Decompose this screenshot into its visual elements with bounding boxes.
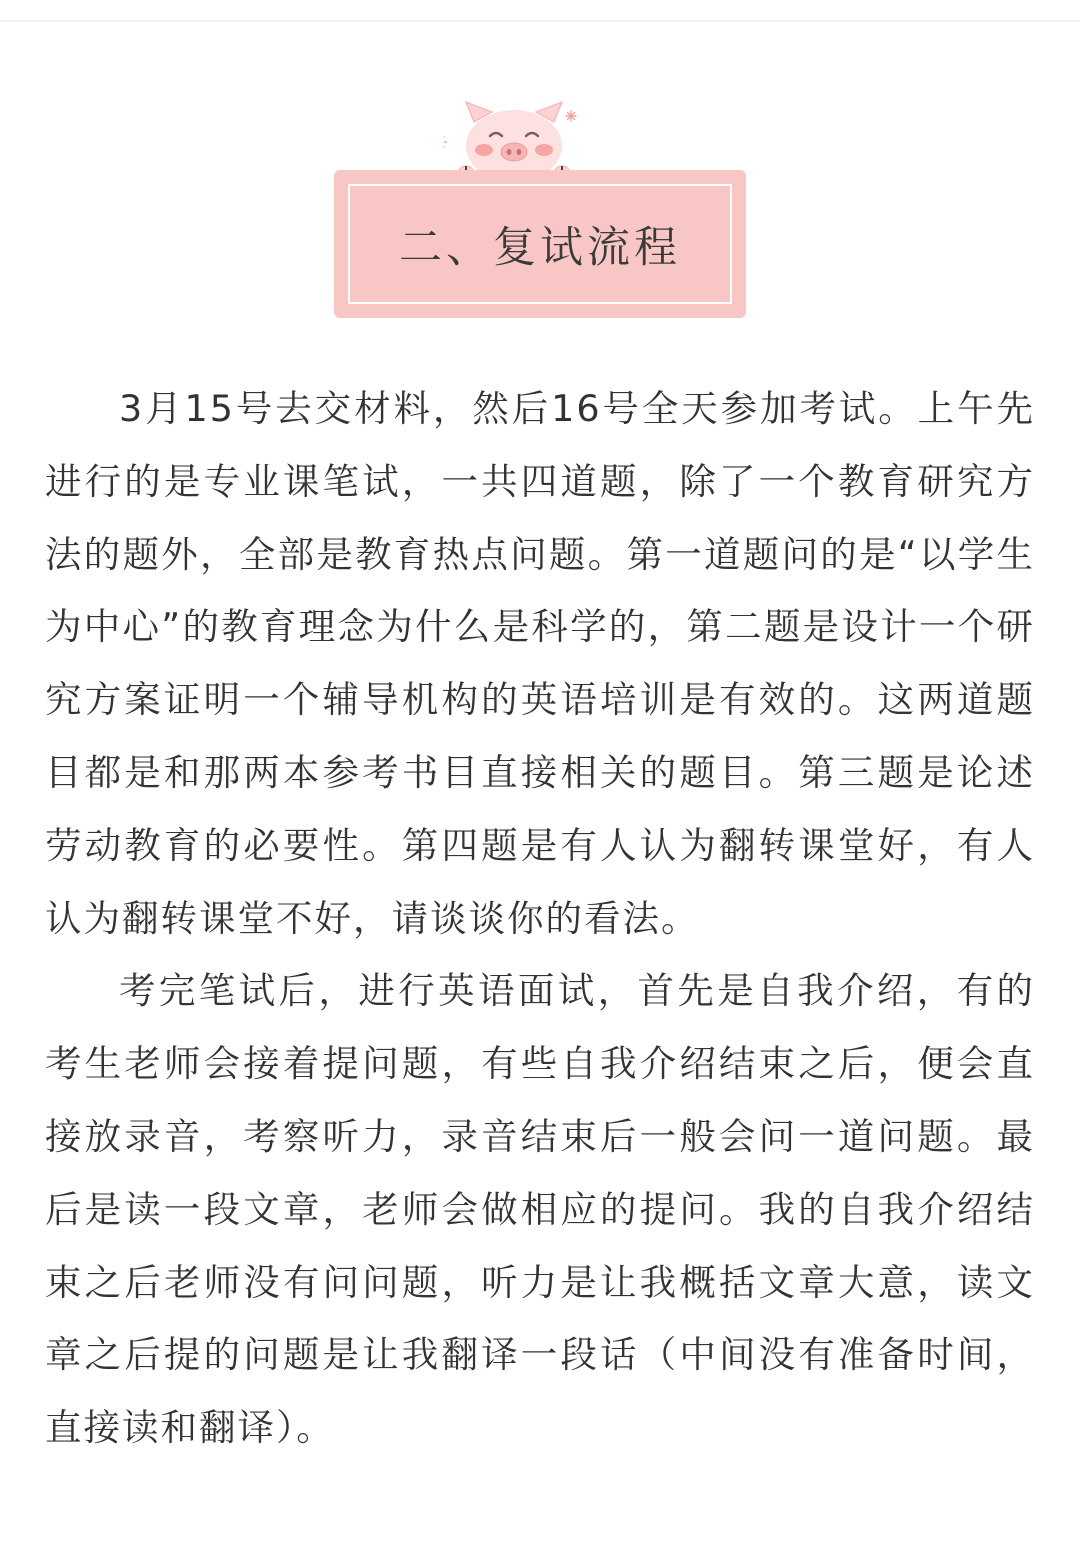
top-divider xyxy=(0,20,1080,22)
paragraph-exam-schedule: 3月15号去交材料，然后16号全天参加考试。上午先进行的是专业课笔试，一共四道题，除了一个教育研究方法的题外，全部是教育热点问题。第一道题问的是“以学生为中心”的教育理念为什么是科学的，第二题是设计一个研究方案证明一个辅导机构的英语培训是有效的。这两道题目都是和那两本参考书目直接相关的题目。第三题是论述劳动教育的必要性。第四题是有人认为翻转课堂好，有人认为翻转课堂不好，请谈谈你的看法。 xyxy=(45,387,1035,940)
paragraph-english-interview: 考完笔试后，进行英语面试，首先是自我介绍，有的考生老师会接着提问题，有些自我介绍结束之后，便会直接放录音，考察听力，录音结束后一般会问一道问题。最后是读一段文章，老师会做相应的提问。我的自我介绍结束之后老师没有问问题，听力是让我概括文章大意，读文章之后提的问题是让我翻译一段话（中间没有准备时间，直接读和翻译）。 xyxy=(45,969,1035,1450)
section-heading xyxy=(334,98,746,320)
title-frame xyxy=(348,184,732,304)
pig-icon xyxy=(444,98,584,178)
article-body xyxy=(45,373,1035,1465)
title-box xyxy=(334,170,746,318)
sparkle-icon xyxy=(566,111,576,121)
section-title: 二、复试流程 xyxy=(399,222,681,273)
sparkle-icon xyxy=(444,135,446,149)
